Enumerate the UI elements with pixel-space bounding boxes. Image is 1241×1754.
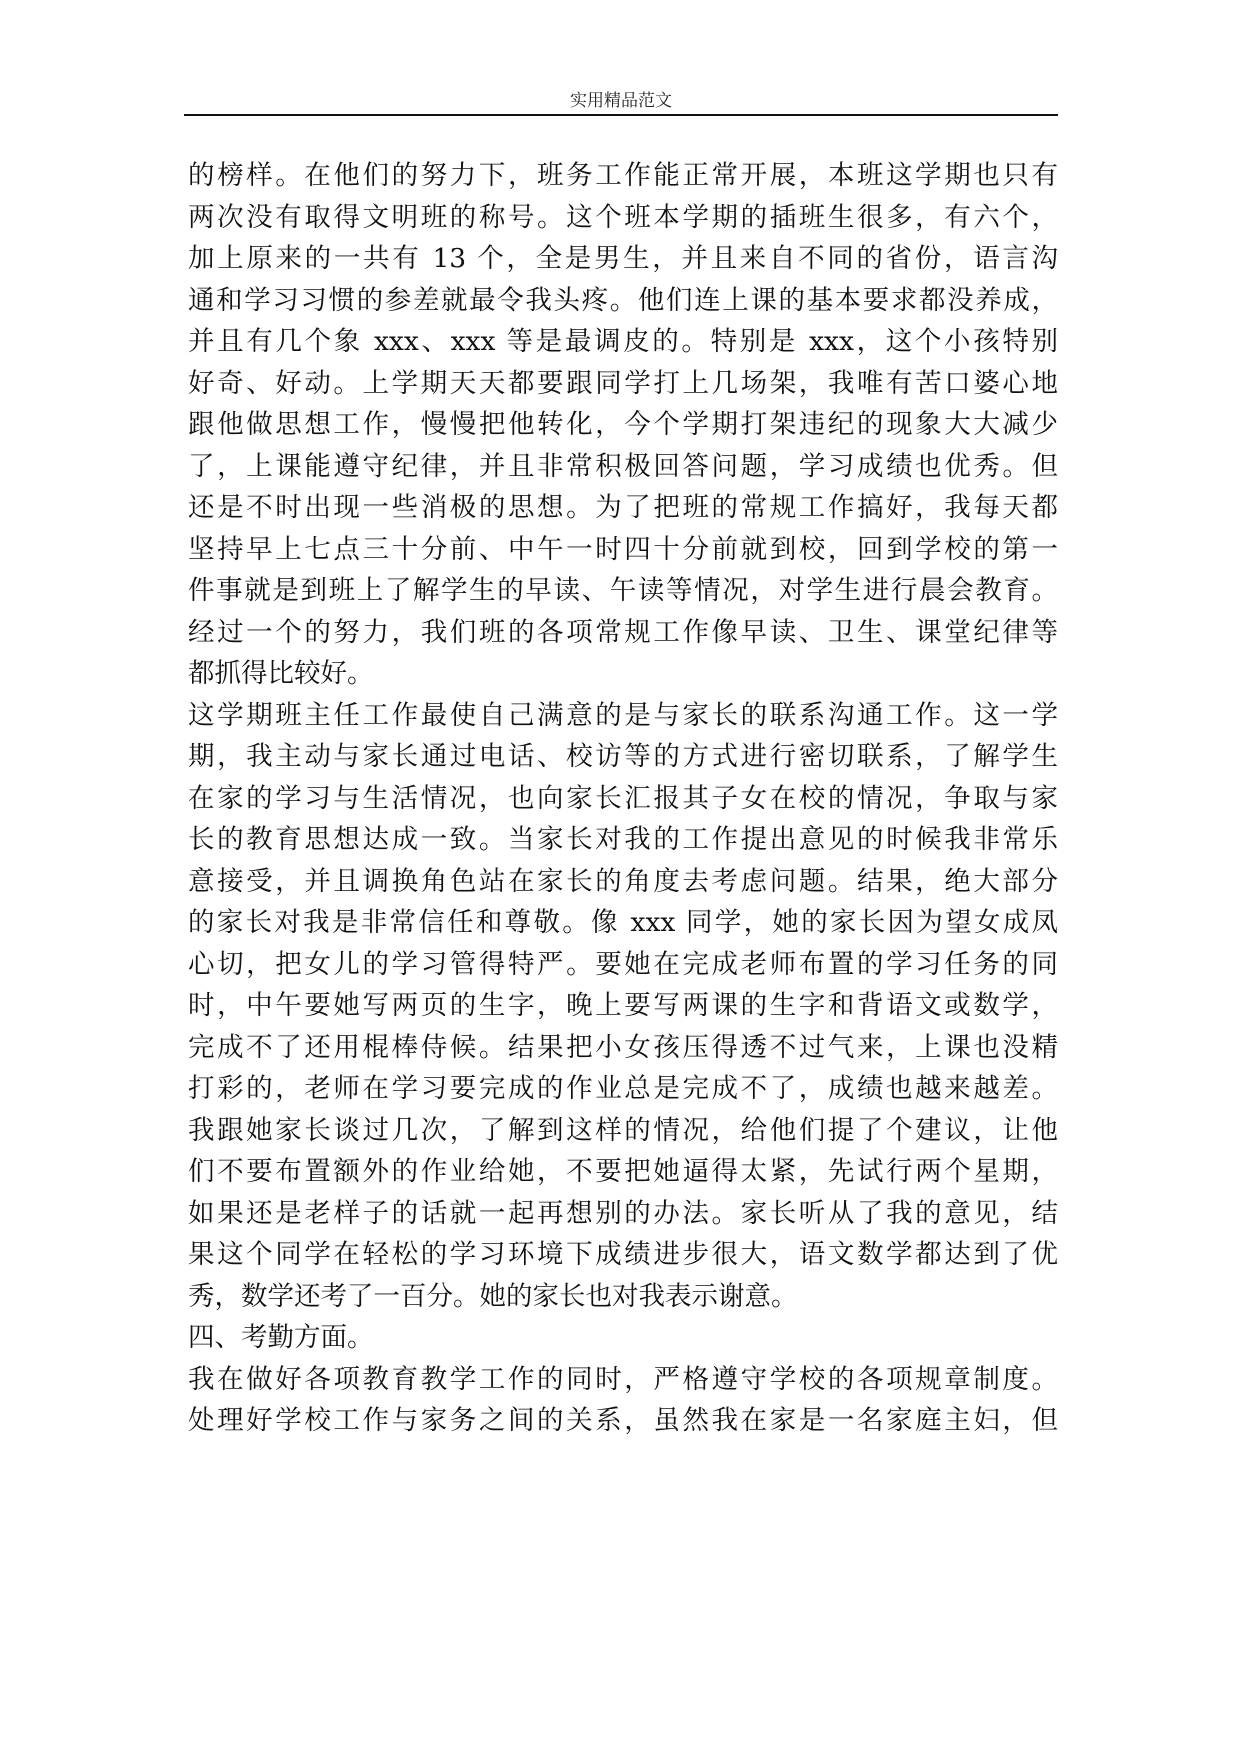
text-line: 心切，把女儿的学习管得特严。要她在完成老师布置的学习任务的同 (188, 948, 1058, 980)
text-line: 打彩的，老师在学习要完成的作业总是完成不了，成绩也越来越差。 (188, 1073, 1058, 1104)
document-body (188, 155, 1068, 1442)
text-line: 的榜样。在他们的努力下，班务工作能正常开展，本班这学期也只有 (188, 160, 1058, 191)
text-line: 加上原来的一共有 13 个，全是男生，并且来自不同的省份，语言沟 (188, 243, 1058, 274)
text-line: 跟他做思想工作，慢慢把他转化，今个学期打架违纪的现象大大减少 (188, 409, 1058, 440)
text-line: 如果还是老样子的话就一起再想别的办法。家长听从了我的意见，结 (188, 1197, 1058, 1229)
text-line: 完成不了还用棍棒侍候。结果把小女孩压得透不过气来，上课也没精 (188, 1031, 1058, 1063)
text-line: 我跟她家长谈过几次，了解到这样的情况，给他们提了个建议，让他 (188, 1114, 1058, 1146)
text-line: 好奇、好动。上学期天天都要跟同学打上几场架，我唯有苦口婆心地 (188, 367, 1058, 399)
text-line: 这学期班主任工作最使自己满意的是与家长的联系沟通工作。这一学 (188, 699, 1058, 731)
text-line: 秀，数学还考了一百分。她的家长也对我表示谢意。 (188, 1280, 798, 1312)
text-line: 通和学习习惯的参差就最令我头疼。他们连上课的基本要求都没养成， (188, 284, 1058, 316)
text-line: 都抓得比较好。 (188, 658, 374, 689)
text-line: 意接受，并且调换角色站在家长的角度去考虑问题。结果，绝大部分 (188, 865, 1058, 897)
text-line: 的家长对我是非常信任和尊敬。像 xxx 同学，她的家长因为望女成凤 (188, 907, 1058, 938)
text-line: 处理好学校工作与家务之间的关系，虽然我在家是一名家庭主妇，但 (188, 1405, 1058, 1436)
text-line: 期，我主动与家长通过电话、校访等的方式进行密切联系，了解学生 (188, 741, 1058, 772)
text-line: 长的教育思想达成一致。当家长对我的工作提出意见的时候我非常乐 (188, 824, 1058, 855)
text-line: 坚持早上七点三十分前、中午一时四十分前就到校，回到学校的第一 (188, 533, 1058, 565)
text-line: 件事就是到班上了解学生的早读、午读等情况，对学生进行晨会教育。 (188, 575, 1058, 606)
text-line: 我在做好各项教育教学工作的同时，严格遵守学校的各项规章制度。 (188, 1363, 1058, 1395)
text-line: 在家的学习与生活情况，也向家长汇报其子女在校的情况，争取与家 (188, 782, 1058, 814)
text-line: 了，上课能遵守纪律，并且非常积极回答问题，学习成绩也优秀。但 (188, 450, 1058, 482)
text-line: 四、考勤方面。 (188, 1322, 374, 1353)
page-header-title: 实用精品范文 (570, 91, 672, 111)
text-line: 经过一个的努力，我们班的各项常规工作像早读、卫生、课堂纪律等 (188, 616, 1058, 648)
header-divider (184, 114, 1058, 116)
text-line: 们不要布置额外的作业给她，不要把她逼得太紧，先试行两个星期， (188, 1156, 1058, 1187)
text-line: 还是不时出现一些消极的思想。为了把班的常规工作搞好，我每天都 (188, 492, 1058, 523)
text-line: 时，中午要她写两页的生字，晚上要写两课的生字和背语文或数学， (188, 990, 1058, 1021)
text-line: 并且有几个象 xxx、xxx 等是最调皮的。特别是 xxx，这个小孩特别 (188, 326, 1058, 357)
text-line: 果这个同学在轻松的学习环境下成绩进步很大，语文数学都达到了优 (188, 1239, 1058, 1270)
text-line: 两次没有取得文明班的称号。这个班本学期的插班生很多，有六个， (188, 201, 1058, 233)
